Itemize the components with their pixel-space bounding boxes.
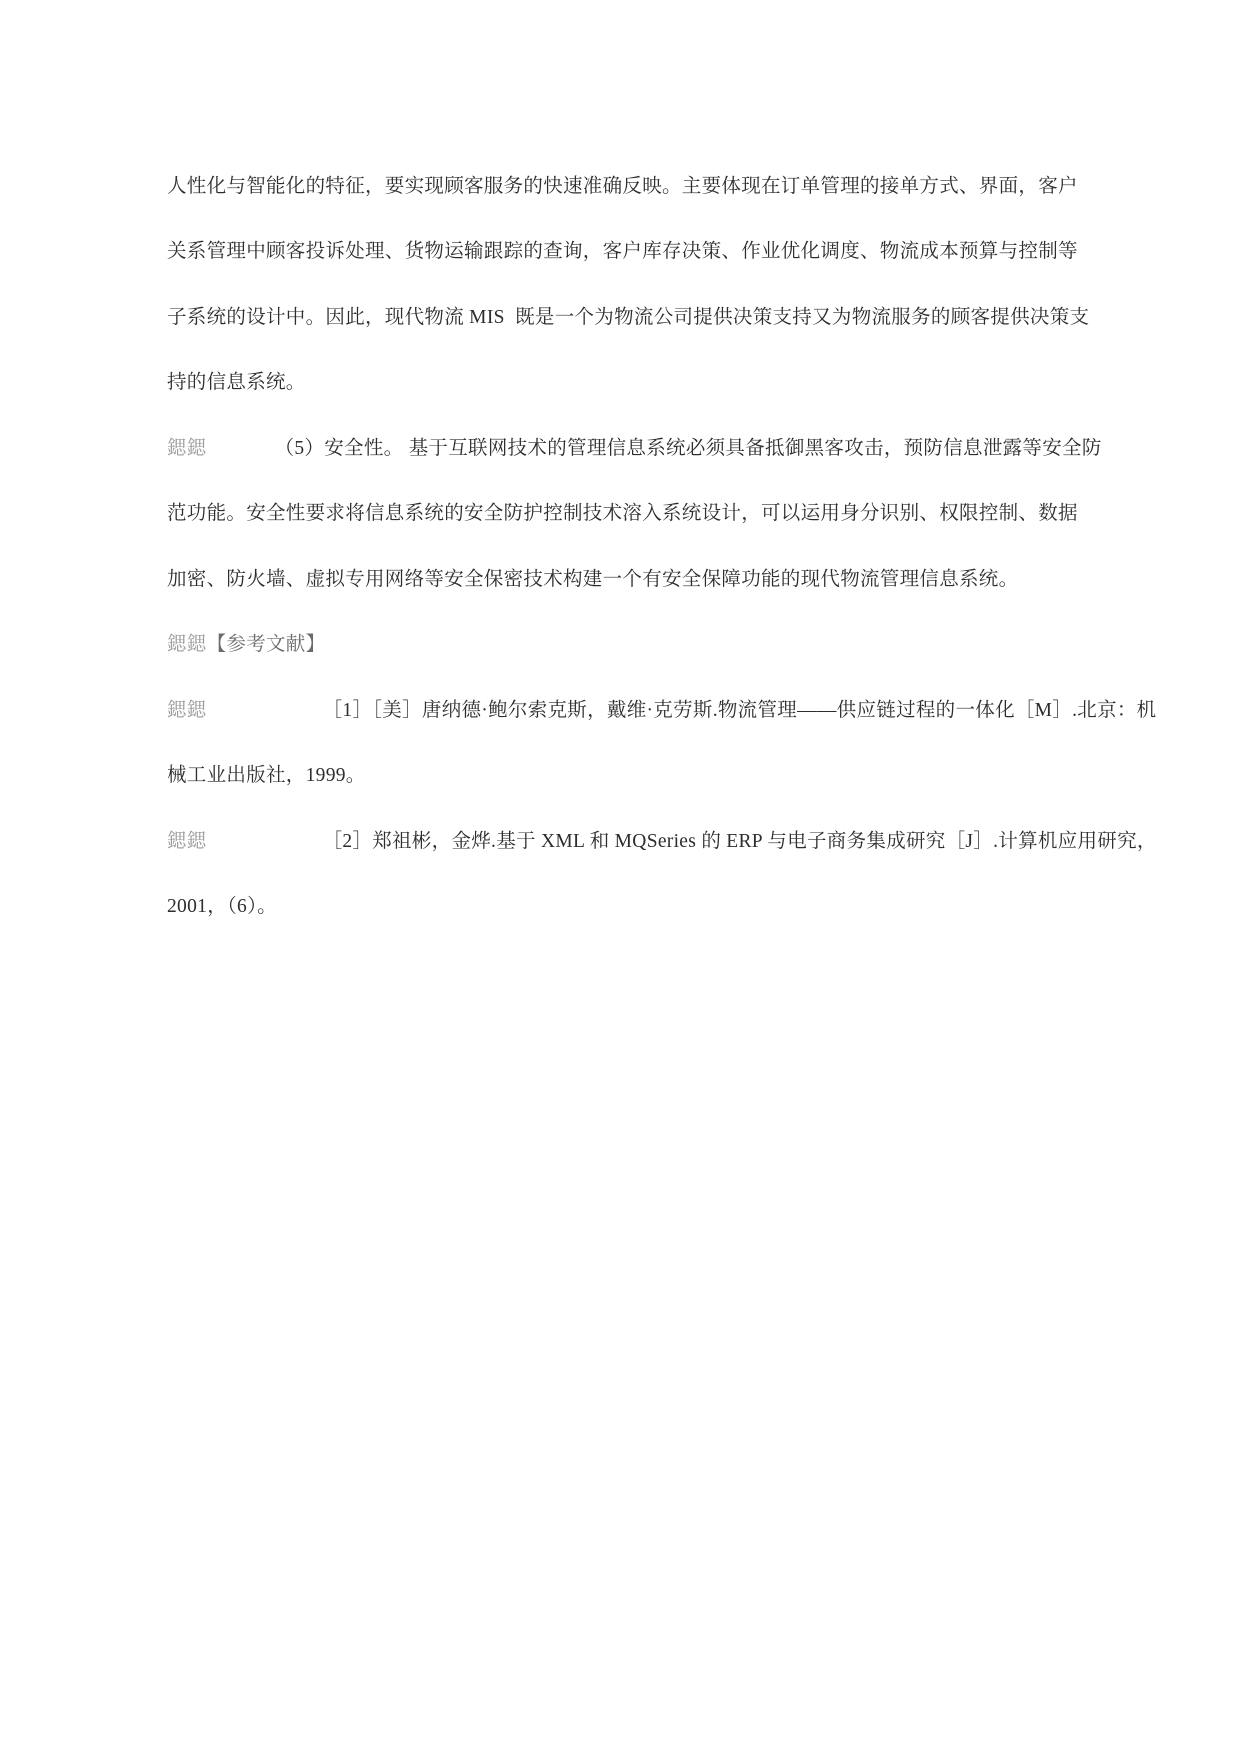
text-line <box>167 217 1087 283</box>
reference-line <box>167 872 1087 938</box>
text-line <box>167 348 1087 414</box>
references-heading: 【参考文献】 <box>206 634 326 656</box>
watermark-marker: 鍶鍶 <box>167 830 207 852</box>
text-segment: 范功能。安全性要求将信息系统的安全防护控制技术溶入系统设计，可以运用身分识别、权限控制、数据 <box>167 503 1078 525</box>
reference-line <box>167 741 1087 807</box>
text-segment: ［2］郑祖彬，金烨.基于 XML 和 MQSeries 的 ERP 与电子商务集成研究［J］.计算机应用研究， <box>322 830 1157 852</box>
text-segment: 人性化与智能化的特征，要实现顾客服务的快速准确反映。主要体现在订单管理的接单方式、界面，客户 <box>167 175 1078 197</box>
text-segment: （5）安全性。 基于互联网技术的管理信息系统必须具备抵御黑客攻击，预防信息泄露等安全防 <box>274 437 1102 459</box>
reference-line <box>167 806 1157 872</box>
reference-line <box>167 675 1157 741</box>
text-segment: 加密、防火墙、虚拟专用网络等安全保密技术构建一个有安全保障功能的现代物流管理信息系统。 <box>167 568 1019 590</box>
text-segment: ［1］［美］唐纳德·鲍尔索克斯，戴维·克劳斯.物流管理——供应链过程的一体化［M］.北京：机 <box>322 699 1157 721</box>
watermark-marker: 鍶鍶 <box>167 699 207 721</box>
watermark-marker: 鍶鍶 <box>167 634 207 656</box>
text-line <box>167 151 1087 217</box>
text-line <box>167 479 1087 545</box>
references-heading-line <box>167 610 1087 676</box>
text-line <box>167 282 1090 348</box>
text-segment: 持的信息系统。 <box>167 372 306 394</box>
text-segment: 2001，（6）。 <box>167 896 277 918</box>
watermark-marker: 鍶鍶 <box>167 437 207 459</box>
text-segment: 械工业出版社，1999。 <box>167 765 366 787</box>
text-content <box>167 151 1157 937</box>
text-line <box>167 413 1102 479</box>
text-line <box>167 544 1087 610</box>
text-segment: 关系管理中顾客投诉处理、货物运输跟踪的查询，客户库存决策、作业优化调度、物流成本预算与控制等 <box>167 241 1078 263</box>
text-segment: 子系统的设计中。因此，现代物流 MIS 既是一个为物流公司提供决策支持又为物流服务的顾客提供决策支 <box>167 306 1090 328</box>
